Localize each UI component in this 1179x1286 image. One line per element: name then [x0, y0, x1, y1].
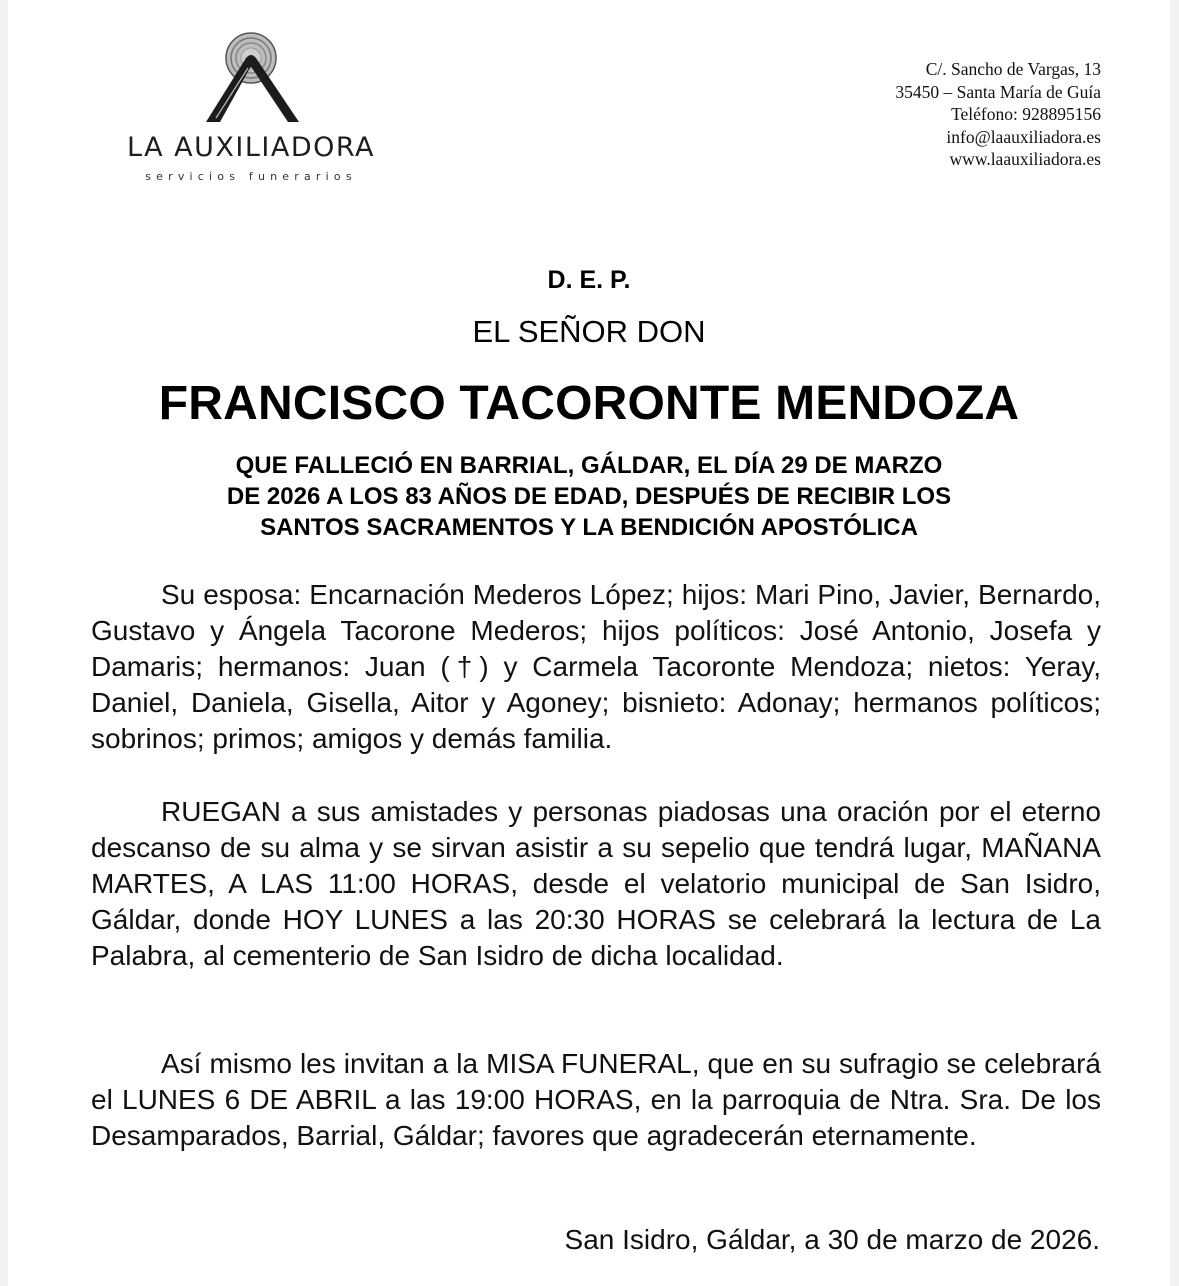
company-tagline: servicios funerarios [145, 170, 357, 183]
dep-heading: D. E. P. [547, 266, 631, 294]
company-logo [86, 28, 416, 188]
honorific: EL SEÑOR DON [472, 314, 706, 349]
place-date-signature: San Isidro, Gáldar, a 30 de marzo de 2026. [564, 1224, 1100, 1255]
contact-website: www.laauxiliadora.es [949, 149, 1101, 169]
contact-email: info@laauxiliadora.es [946, 126, 1101, 147]
burial-paragraph: RUEGAN a sus amistades y personas piadosas una oración por el eterno descanso de su alma y se sirvan asistir a su sepelio que tendrá lugar, MAÑANA MARTES, A LAS 11:00 HORAS, desde el velatorio municipal de San Isidro, Gáldar, donde HOY LUNES a las 20:30 HORAS se celebrará la lectura de La Palabra, al cementerio de San Isidro de dicha localidad. [91, 796, 1101, 971]
family-paragraph: Su esposa: Encarnación Mederos López; hijos: Mari Pino, Javier, Bernardo, Gustavo y Ángela Tacorone Mederos; hijos políticos: José Antonio, Josefa y Damaris; hermanos: Juan (†) y Carmela Tacoronte Mendoza; nietos: Yeray, Daniel, Daniela, Gisella, Aitor y Agoney; bisnieto: Adonay; hermanos políticos; sobrinos; primos; amigos y demás familia. [91, 579, 1101, 754]
death-details-line: DE 2026 A LOS 83 AÑOS DE EDAD, DESPUÉS DE RECIBIR LOS [226, 483, 952, 510]
a-roof-ripple-logo-icon [196, 28, 306, 128]
contact-phone: Teléfono: 928895156 [951, 104, 1101, 124]
funeral-mass-paragraph: Así mismo les invitan a la MISA FUNERAL, que en su sufragio se celebrará el LUNES 6 DE ABRIL a las 19:00 HORAS, en la parroquia de Ntra. Sra. De los Desamparados, Barrial, Gáldar; favores que agradecerán eternamente. [91, 1048, 1101, 1151]
death-details-line: QUE FALLECIÓ EN BARRIAL, GÁLDAR, EL DÍA 29 DE MARZO [235, 452, 943, 479]
deceased-name: FRANCISCO TACORONTE MENDOZA [158, 377, 1020, 430]
company-name: LA AUXILIADORA [126, 132, 376, 163]
obituary-page [8, 0, 1170, 1286]
death-details-line: SANTOS SACRAMENTOS Y LA BENDICIÓN APOSTÓLICA [260, 514, 918, 541]
contact-info [895, 58, 1101, 171]
death-details [8, 450, 1170, 543]
contact-postal-city: 35450 – Santa María de Guía [895, 81, 1101, 102]
contact-address: C/. Sancho de Vargas, 13 [925, 59, 1101, 79]
